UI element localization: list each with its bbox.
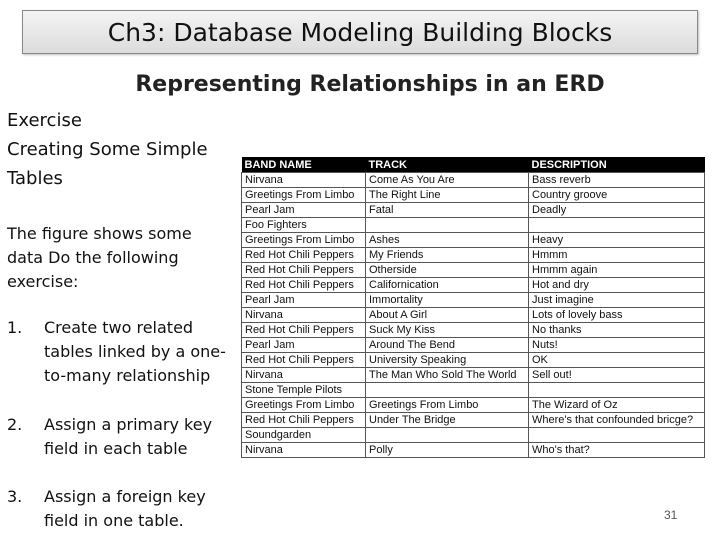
table-row	[242, 428, 705, 443]
description-cell: Where's that confounded bricge?	[529, 413, 705, 428]
track-cell: Immortality	[366, 293, 529, 308]
band-name-cell: Red Hot Chili Peppers	[242, 263, 366, 278]
band-name-cell: Stone Temple Pilots	[242, 383, 366, 398]
step-number: 3.	[7, 487, 23, 506]
table-row	[242, 383, 705, 398]
band-name-cell: Pearl Jam	[242, 293, 366, 308]
description-cell: The Wizard of Oz	[529, 398, 705, 413]
track-cell: Polly	[366, 443, 529, 458]
description-cell: Sell out!	[529, 368, 705, 383]
table-row	[242, 293, 705, 308]
table-row	[242, 308, 705, 323]
exercise-subheading-line-1: Creating Some Simple	[7, 139, 208, 160]
step-text: Assign a foreign key field in one table.	[44, 487, 206, 530]
step-number: 1.	[7, 318, 23, 337]
exercise-heading: Exercise	[7, 110, 82, 131]
header-band-name: BAND NAME	[242, 157, 366, 173]
description-cell: Who's that?	[529, 443, 705, 458]
description-cell	[529, 218, 705, 233]
band-name-cell: Soundgarden	[242, 428, 366, 443]
table-row	[242, 443, 705, 458]
band-name-cell: Red Hot Chili Peppers	[242, 323, 366, 338]
table-row	[242, 338, 705, 353]
table-row	[242, 248, 705, 263]
description-cell: Lots of lovely bass	[529, 308, 705, 323]
table-row	[242, 398, 705, 413]
track-cell	[366, 218, 529, 233]
description-cell: OK	[529, 353, 705, 368]
table-row	[242, 278, 705, 293]
track-cell: University Speaking	[366, 353, 529, 368]
track-cell: Come As You Are	[366, 173, 529, 188]
table-row	[242, 413, 705, 428]
table-row	[242, 353, 705, 368]
track-cell: About A Girl	[366, 308, 529, 323]
track-cell: Around The Bend	[366, 338, 529, 353]
track-cell: Californication	[366, 278, 529, 293]
table-row	[242, 368, 705, 383]
header-description: DESCRIPTION	[529, 157, 705, 173]
band-name-cell: Red Hot Chili Peppers	[242, 413, 366, 428]
table-row	[242, 323, 705, 338]
description-cell: Hmmm again	[529, 263, 705, 278]
table-row	[242, 218, 705, 233]
band-name-cell: Red Hot Chili Peppers	[242, 353, 366, 368]
track-cell	[366, 383, 529, 398]
track-cell	[366, 428, 529, 443]
description-cell: Just imagine	[529, 293, 705, 308]
exercise-subheading-line-2: Tables	[7, 168, 63, 189]
page-number: 31	[664, 508, 678, 522]
band-name-cell: Nirvana	[242, 173, 366, 188]
header-track: TRACK	[366, 157, 529, 173]
table-row	[242, 203, 705, 218]
description-cell: Bass reverb	[529, 173, 705, 188]
track-cell: Ashes	[366, 233, 529, 248]
band-name-cell: Nirvana	[242, 308, 366, 323]
exercise-intro: The figure shows some data Do the following exercise:	[7, 224, 192, 291]
band-name-cell: Nirvana	[242, 443, 366, 458]
band-name-cell: Red Hot Chili Peppers	[242, 248, 366, 263]
slide-title-bar	[22, 10, 698, 54]
track-cell: Otherside	[366, 263, 529, 278]
description-cell: Deadly	[529, 203, 705, 218]
table-row	[242, 233, 705, 248]
band-name-cell: Foo Fighters	[242, 218, 366, 233]
step-text: Create two related tables linked by a one-to-many relationship	[44, 318, 226, 385]
step-number: 2.	[7, 415, 23, 434]
description-cell: Country groove	[529, 188, 705, 203]
track-cell: Suck My Kiss	[366, 323, 529, 338]
exercise-heading-block	[7, 106, 232, 193]
table-header-row	[242, 157, 705, 173]
slide-subtitle: Representing Relationships in an ERD	[135, 72, 605, 97]
description-cell	[529, 428, 705, 443]
band-name-cell: Greetings From Limbo	[242, 188, 366, 203]
band-name-cell: Greetings From Limbo	[242, 233, 366, 248]
table-row	[242, 188, 705, 203]
band-name-cell: Greetings From Limbo	[242, 398, 366, 413]
description-cell: Heavy	[529, 233, 705, 248]
track-cell: The Right Line	[366, 188, 529, 203]
description-cell	[529, 383, 705, 398]
description-cell: No thanks	[529, 323, 705, 338]
track-cell: Greetings From Limbo	[366, 398, 529, 413]
table-row	[242, 263, 705, 278]
description-cell: Nuts!	[529, 338, 705, 353]
track-cell: Under The Bridge	[366, 413, 529, 428]
band-name-cell: Pearl Jam	[242, 203, 366, 218]
band-data-table	[241, 157, 705, 458]
band-name-cell: Red Hot Chili Peppers	[242, 278, 366, 293]
table-row	[242, 173, 705, 188]
step-text: Assign a primary key field in each table	[44, 415, 213, 458]
track-cell: My Friends	[366, 248, 529, 263]
band-name-cell: Pearl Jam	[242, 338, 366, 353]
description-cell: Hot and dry	[529, 278, 705, 293]
track-cell: Fatal	[366, 203, 529, 218]
description-cell: Hmmm	[529, 248, 705, 263]
track-cell: The Man Who Sold The World	[366, 368, 529, 383]
band-name-cell: Nirvana	[242, 368, 366, 383]
slide-title: Ch3: Database Modeling Building Blocks	[107, 17, 613, 47]
